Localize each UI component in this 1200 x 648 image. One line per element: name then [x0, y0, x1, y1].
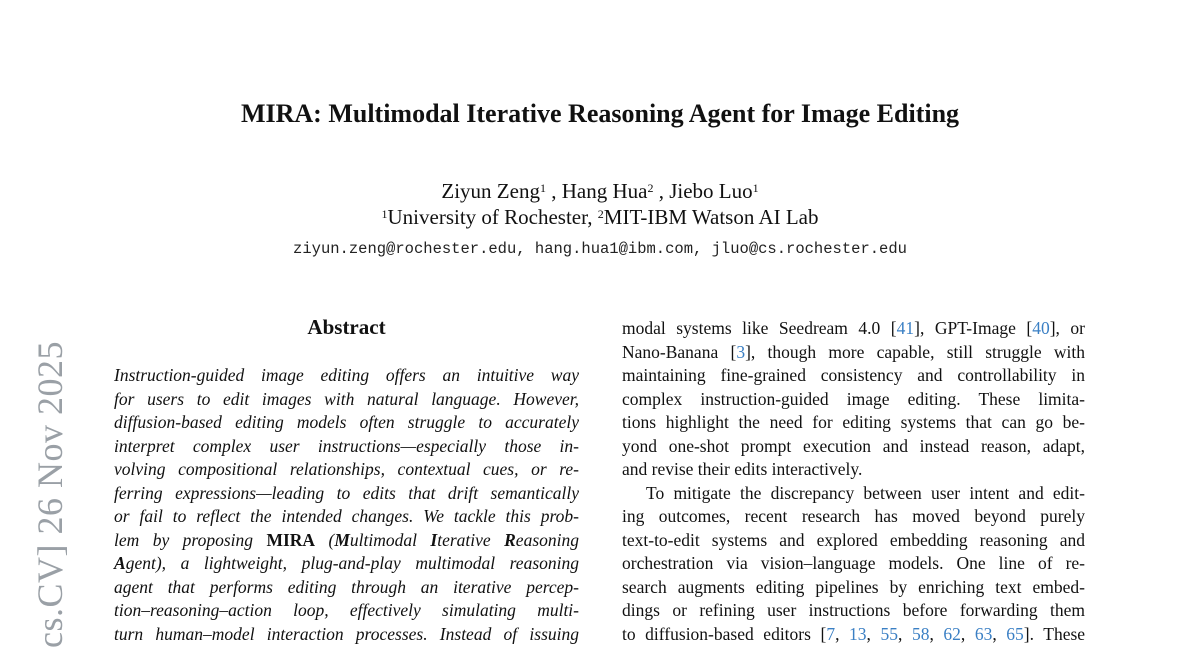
citation-link[interactable]: 41: [896, 318, 915, 338]
text-line: tions highlight the need for editing systems that can go be-: [622, 412, 1085, 432]
text-line: interpret complex user instructions—especially those in-: [114, 435, 579, 456]
author-name: Jiebo Luo: [669, 179, 753, 203]
arxiv-identifier: cs.CV] 26 Nov 2025: [30, 341, 70, 648]
text-run: (: [315, 529, 335, 550]
method-name: MIRA: [266, 529, 316, 550]
text-line: tion–reasoning–action loop, effectively simulating multi-: [114, 600, 579, 620]
acronym-letter: A: [114, 553, 126, 573]
citation-link[interactable]: 62: [943, 623, 961, 644]
text-line: volving compositional relationships, contextual cues, or re-: [114, 459, 579, 479]
text-line: text-to-edit systems and explored embedding reasoning and: [622, 529, 1085, 550]
text-line: orchestration via vision–language models. One line of re-: [622, 553, 1085, 573]
affiliation-2: MIT-IBM Watson AI Lab: [603, 205, 819, 229]
citation-link[interactable]: 13: [849, 623, 867, 644]
body-text: [622, 317, 1085, 646]
text-run: ], GPT-Image [: [914, 318, 1033, 338]
abstract-heading: Abstract: [307, 315, 386, 339]
text-line: turn human–model interaction processes. Instead of issuing: [114, 623, 579, 644]
citation-link[interactable]: 7: [826, 623, 836, 644]
text-line: [114, 529, 579, 553]
text-line: dings or refining user instructions before forwarding them: [622, 600, 1085, 620]
affiliation-marker: 1: [752, 181, 759, 195]
text-line: To mitigate the discrepancy between user intent and edit-: [646, 482, 1085, 503]
citation-link[interactable]: 63: [974, 623, 993, 644]
text-run: easoning: [515, 529, 579, 550]
text-line: [114, 552, 579, 576]
text-line: to diffusion-based editors [7, 13, 55, 58, 62, 63, 65]. These: [622, 623, 1086, 644]
text-run: ]. These: [1023, 623, 1086, 644]
author-name: Ziyun Zeng: [441, 179, 540, 203]
text-line: diffusion-based editing models often struggle to accurately: [114, 412, 579, 432]
text-run: ], or: [1049, 318, 1085, 338]
text-run: lem by proposing: [114, 529, 267, 550]
text-line: or fail to reflect the intended changes. We tackle this prob-: [114, 506, 579, 526]
text-line: [622, 341, 1085, 365]
affiliation-marker: 1: [381, 207, 388, 221]
text-run: to diffusion-based editors [: [622, 623, 827, 644]
text-line: for users to edit images with natural language. However,: [114, 388, 579, 409]
text-line: complex instruction-guided image editing. These limita-: [622, 388, 1085, 409]
acronym-letter: R: [504, 529, 516, 550]
text-line: search augments editing pipelines by enriching text embed-: [622, 576, 1085, 597]
text-run: terative: [437, 529, 505, 550]
author-emails: ziyun.zeng@rochester.edu, hang.hua1@ibm.com, jluo@cs.rochester.edu: [293, 240, 907, 258]
affiliation-marker: 2: [647, 181, 654, 195]
acronym-letter: M: [334, 529, 350, 550]
affiliations: [0, 205, 1200, 230]
citation-link[interactable]: 40: [1032, 318, 1050, 338]
text-line: maintaining fine-grained consistency and controllability in: [622, 365, 1085, 385]
text-line: Instruction-guided image editing offers an intuitive way: [114, 365, 579, 385]
citation-link[interactable]: 65: [1006, 623, 1024, 644]
text-line: agent that performs editing through an iterative percep-: [114, 576, 579, 597]
text-line: ferring expressions—leading to edits that drift semantically: [114, 482, 579, 503]
text-run: ultimodal: [349, 529, 431, 550]
abstract-text: [114, 364, 579, 646]
citation-link[interactable]: 58: [911, 623, 930, 644]
affiliation-marker: 2: [597, 207, 604, 221]
text-run: Nano-Banana [: [622, 341, 737, 362]
paper-title: MIRA: Multimodal Iterative Reasoning Agent for Image Editing: [240, 99, 960, 128]
author-name: Hang Hua: [561, 179, 648, 203]
citation-link[interactable]: 3: [736, 341, 746, 362]
citation-link[interactable]: 55: [880, 623, 898, 644]
affiliation-1: University of Rochester,: [387, 205, 598, 229]
text-line: and revise their edits interactively.: [622, 459, 863, 479]
text-line: [622, 317, 1085, 341]
text-run: modal systems like Seedream 4.0 [: [622, 318, 897, 338]
text-run: ], though more capable, still struggle with: [745, 341, 1085, 362]
acronym-letter: I: [430, 529, 438, 550]
text-line: yond one-shot prompt execution and instead reason, adapt,: [622, 435, 1085, 456]
text-run: gent), a lightweight, plug-and-play multimodal reasoning: [125, 553, 579, 573]
text-line: ing outcomes, recent research has moved beyond purely: [622, 506, 1085, 526]
affiliation-marker: 1: [539, 181, 546, 195]
author-list: Ziyun Zeng$^1$ , Hang Hua$^2$ , Jiebo Luo$^1$: [441, 179, 759, 203]
